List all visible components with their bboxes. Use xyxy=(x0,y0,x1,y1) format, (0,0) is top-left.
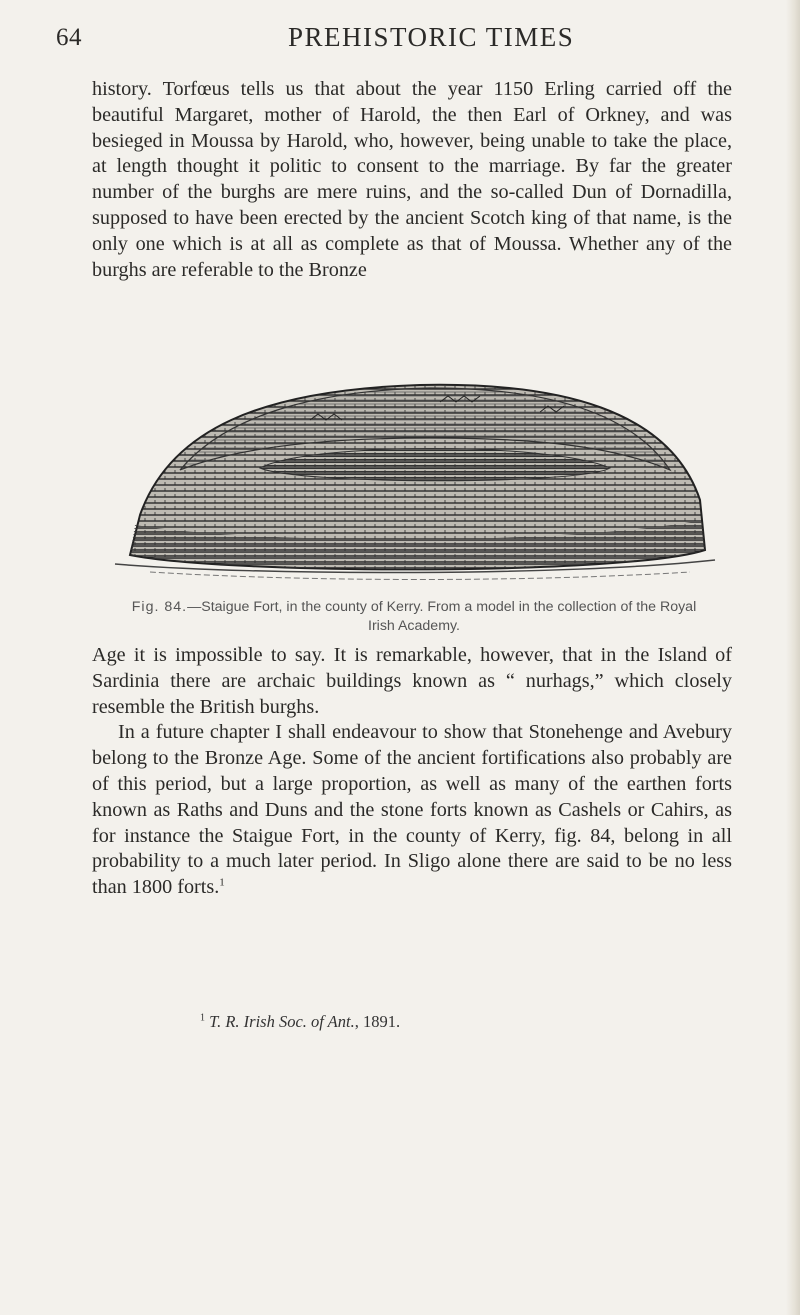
paragraph-3-text: In a future chapter I shall endeavour to show that Stonehenge and Avebury belong to the Bronze Age. Some of the ancient fortifications also probably are of this period, but a large proportion, as well as many of the earthen forts known as Raths and Duns and the stone forts known as Cashels or Cahirs, as for instance the Staigue Fort, in the county of Kerry, fig. 84, belong in all probability to a much later period. In Sligo alone there are said to be no less than 1800 forts. xyxy=(92,721,732,899)
page-header xyxy=(56,22,746,58)
fort-engraving-illustration xyxy=(110,350,720,590)
running-head: PREHISTORIC TIMES xyxy=(288,22,575,52)
paragraph-2: Age it is impossible to say. It is remarkable, however, that in the Island of Sardinia there are archaic buildings known as “ nurhags,” which closely resemble the British burghs. xyxy=(92,644,732,718)
figure-staigue-fort xyxy=(110,350,720,590)
page-number: 64 xyxy=(56,24,82,51)
figure-label: Fig. 84. xyxy=(131,599,188,615)
footnote xyxy=(200,1012,700,1032)
page-edge-shadow xyxy=(786,0,800,1315)
body-text-bottom xyxy=(92,643,732,901)
paragraph-3 xyxy=(92,720,732,901)
body-text-top xyxy=(92,77,732,283)
figure-caption xyxy=(118,598,710,636)
footnote-year: , 1891. xyxy=(354,1012,401,1031)
paragraph-1: history. Torfœus tells us that about the year 1150 Erling carried off the beautiful Margaret, mother of Harold, the then Earl of Orkney, and was besieged in Moussa by Harold, who, however, being unable to take the place, at length thought it politic to consent to the marriage. By far the greater number of the burghs are mere ruins, and the so-called Dun of Dornadilla, supposed to have been erected by the ancient Scotch king of that name, is the only one which is at all as complete as that of Moussa. Whether any of the burghs are referable to the Bronze xyxy=(92,78,732,281)
footnote-number: 1 xyxy=(200,1012,205,1024)
figure-caption-text: —Staigue Fort, in the county of Kerry. From a model in the collection of the Royal Irish Academy. xyxy=(187,599,697,634)
footnote-marker: 1 xyxy=(219,876,225,889)
footnote-reference: T. R. Irish Soc. of Ant. xyxy=(209,1012,355,1031)
